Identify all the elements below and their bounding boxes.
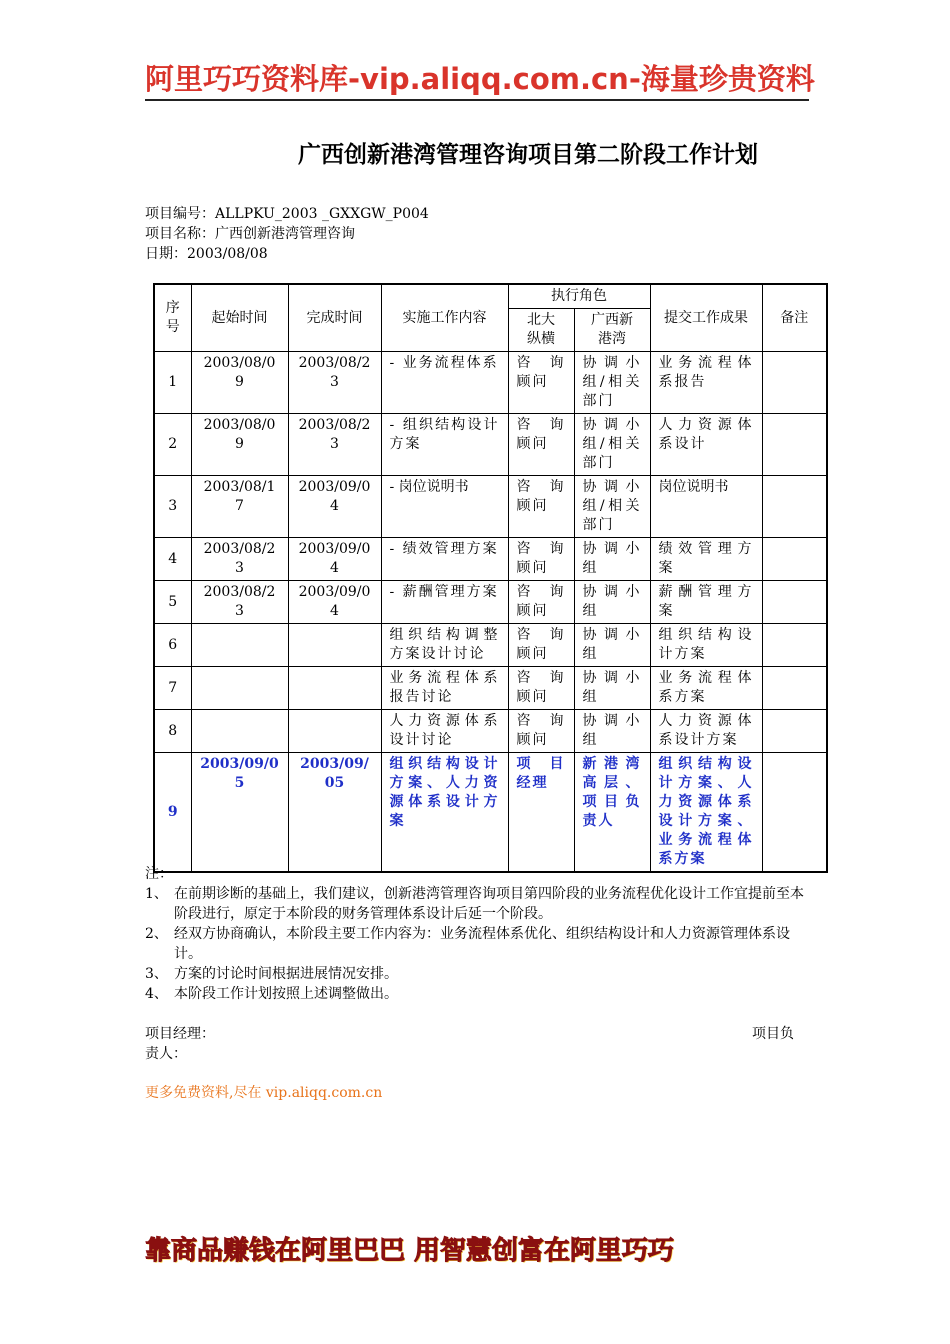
cell-role-b: 协调小组 [574,667,650,710]
cell-start [191,624,288,667]
cell-start [191,710,288,753]
cell-content: 组织结构调整方案设计讨论 [381,624,508,667]
project-number: 项目编号：ALLPKU_2003 _GXXGW_P004 [145,206,429,222]
note-item [145,964,815,984]
header-roles: 执行角色 [508,284,650,309]
note-item [145,924,815,964]
cell-content: - 业务流程体系 [381,352,508,414]
cell-content: - 岗位说明书 [381,476,508,538]
table-row [154,414,827,476]
cell-deliverable: 组织结构设计方案 [650,624,762,667]
cell-remark [762,710,827,753]
cell-start: 2003/08/17 [191,476,288,538]
cell-role-b: 协调小组 [574,538,650,581]
cell-start: 2003/08/09 [191,414,288,476]
header-role-b: 广西新港湾 [574,309,650,352]
table-row [154,753,827,873]
project-owner-label-cont: 责人： [145,1046,187,1062]
cell-remark [762,476,827,538]
cell-role-a: 项 目经理 [508,753,574,873]
cell-role-a: 咨 询顾问 [508,667,574,710]
cell-finish: 2003/09/04 [288,538,381,581]
cell-content: - 薪酬管理方案 [381,581,508,624]
cell-seq: 6 [154,624,191,667]
cell-seq: 2 [154,414,191,476]
project-owner-label: 项目负 [752,1026,794,1042]
cell-content: 组织结构设计方案、人力资源体系设计方案 [381,753,508,873]
cell-remark [762,538,827,581]
cell-remark [762,352,827,414]
table-row [154,624,827,667]
header-seq: 序号 [154,284,191,352]
table-row [154,581,827,624]
bottom-banner: 靠商品赚钱在阿里巴巴 用智慧创富在阿里巧巧 [145,1236,675,1266]
cell-start: 2003/08/23 [191,581,288,624]
cell-deliverable: 人力资源体系设计 [650,414,762,476]
document-title: 广西创新港湾管理咨询项目第二阶段工作计划 [298,141,758,168]
project-date: 日期：2003/08/08 [145,246,268,262]
cell-deliverable: 业务流程体系报告 [650,352,762,414]
cell-remark [762,624,827,667]
header-remark: 备注 [762,284,827,352]
cell-role-b: 协调小组 [574,710,650,753]
cell-deliverable: 岗位说明书 [650,476,762,538]
cell-role-a: 咨 询顾问 [508,624,574,667]
note-item [145,984,815,1004]
project-meta [145,204,429,264]
cell-role-b: 新港湾高层、项目负责人 [574,753,650,873]
cell-finish: 2003/09/04 [288,476,381,538]
cell-finish: 2003/09/04 [288,581,381,624]
table-row [154,710,827,753]
table-row [154,667,827,710]
note-number: 3、 [145,966,168,982]
cell-deliverable: 业务流程体系方案 [650,667,762,710]
cell-seq: 9 [154,753,191,873]
cell-finish: 2003/08/23 [288,414,381,476]
notes-section [145,864,815,1004]
notes-label: 注： [145,866,173,882]
header-deliverable: 提交工作成果 [650,284,762,352]
cell-finish [288,624,381,667]
cell-content: 人力资源体系设计讨论 [381,710,508,753]
cell-role-a: 咨 询顾问 [508,581,574,624]
promo-link[interactable]: 更多免费资料,尽在 vip.aliqq.com.cn [145,1085,383,1101]
cell-finish [288,710,381,753]
note-item [145,884,815,924]
cell-remark [762,414,827,476]
note-text: 经双方协商确认，本阶段主要工作内容为：业务流程体系优化、组织结构设计和人力资源管理体系设计。 [174,926,790,962]
note-number: 2、 [145,926,168,942]
cell-role-b: 协调小组/相关部门 [574,414,650,476]
note-number: 1、 [145,886,168,902]
note-text: 在前期诊断的基础上，我们建议，创新港湾管理咨询项目第四阶段的业务流程优化设计工作宜提前至本阶段进行，原定于本阶段的财务管理体系设计后延一个阶段。 [174,886,804,922]
cell-start: 2003/08/09 [191,352,288,414]
cell-seq: 7 [154,667,191,710]
cell-content: - 绩效管理方案 [381,538,508,581]
header-finish: 完成时间 [288,284,381,352]
cell-deliverable: 绩效管理方案 [650,538,762,581]
cell-remark [762,581,827,624]
cell-role-b: 协调小组 [574,581,650,624]
cell-seq: 3 [154,476,191,538]
top-banner: 阿里巧巧资料库-vip.aliqq.com.cn-海量珍贵资料 [145,62,809,101]
note-text: 本阶段工作计划按照上述调整做出。 [174,986,398,1002]
cell-deliverable: 组织结构设计方案、人力资源体系设计方案、业务流程体系方案 [650,753,762,873]
cell-seq: 4 [154,538,191,581]
cell-content: - 组织结构设计方案 [381,414,508,476]
header-content: 实施工作内容 [381,284,508,352]
table-row [154,538,827,581]
cell-role-b: 协调小组/相关部门 [574,352,650,414]
cell-role-a: 咨 询顾问 [508,710,574,753]
cell-seq: 5 [154,581,191,624]
cell-remark [762,667,827,710]
cell-start [191,667,288,710]
cell-finish: 2003/08/23 [288,352,381,414]
cell-role-a: 咨 询顾问 [508,476,574,538]
cell-deliverable: 人力资源体系设计方案 [650,710,762,753]
cell-content: 业务流程体系报告讨论 [381,667,508,710]
cell-finish: 2003/09/05 [288,753,381,873]
cell-remark [762,753,827,873]
cell-role-b: 协调小组/相关部门 [574,476,650,538]
cell-role-b: 协调小组 [574,624,650,667]
cell-role-a: 咨 询顾问 [508,538,574,581]
cell-role-a: 咨 询顾问 [508,414,574,476]
project-name: 项目名称：广西创新港湾管理咨询 [145,226,355,242]
header-role-a: 北大纵横 [508,309,574,352]
note-text: 方案的讨论时间根据进展情况安排。 [174,966,398,982]
cell-start: 2003/09/05 [191,753,288,873]
cell-role-a: 咨 询顾问 [508,352,574,414]
cell-deliverable: 薪酬管理方案 [650,581,762,624]
cell-finish [288,667,381,710]
table-row [154,352,827,414]
cell-start: 2003/08/23 [191,538,288,581]
cell-seq: 1 [154,352,191,414]
header-start: 起始时间 [191,284,288,352]
note-number: 4、 [145,986,168,1002]
table-row [154,476,827,538]
cell-seq: 8 [154,710,191,753]
project-manager-label: 项目经理： [145,1026,215,1042]
work-plan-table [153,283,828,873]
